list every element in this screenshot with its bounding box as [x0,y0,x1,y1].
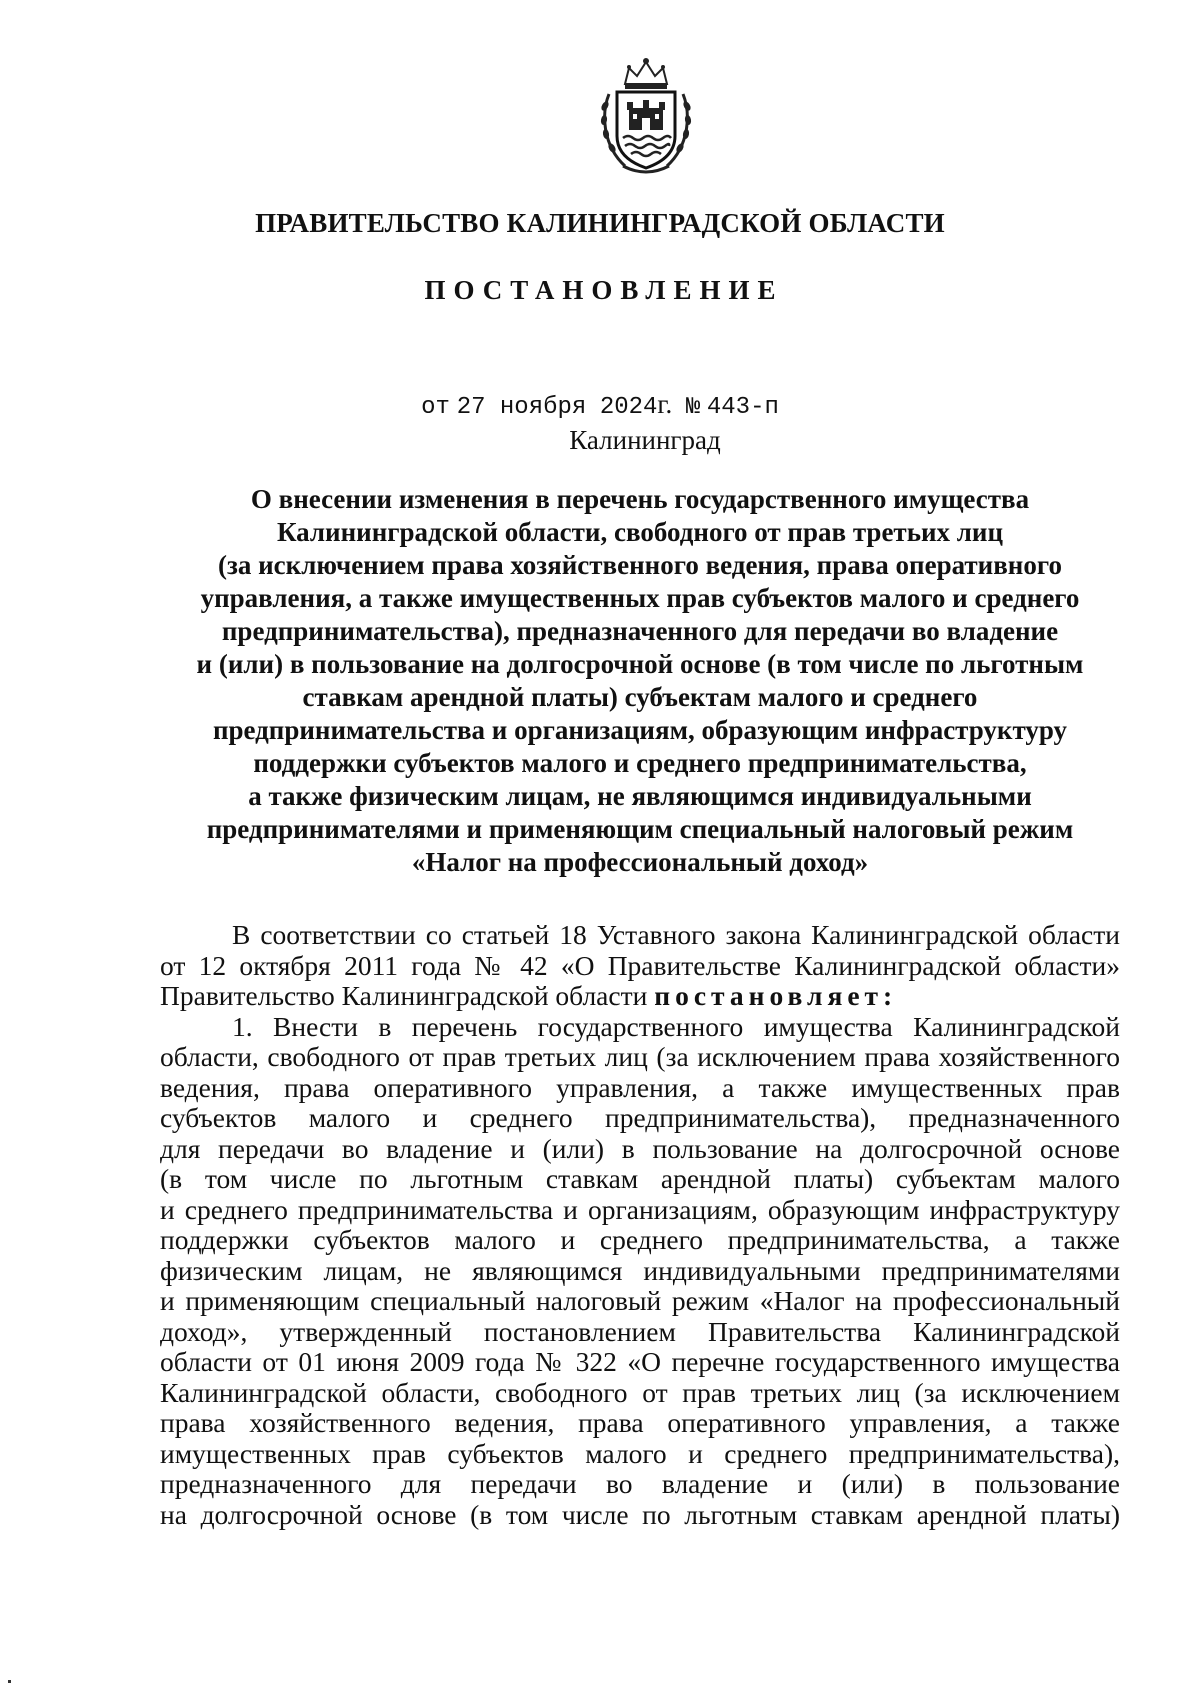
title-line: «Налог на профессиональный доход» [411,847,869,877]
item-1-line: и среднего предпринимательства и организациям, образующим инфраструктуру [160,1193,1120,1225]
document-date: 27 ноября [456,394,587,421]
preamble-line [160,981,1120,1012]
preamble-line: В соответствии со статьей 18 Уставного закона Калининградской области [232,919,1120,950]
item-1-line: физическим лицам, не являющимся индивидуальными предпринимателями [160,1254,1120,1286]
coat-of-arms-icon [595,54,697,178]
item-1-line: на долгосрочной основе (в том числе по льготным ставкам арендной платы) [160,1498,1120,1530]
date-prefix: от [421,394,450,421]
title-line: и (или) в пользование на долгосрочной основе (в том числе по льготным [196,649,1084,679]
organization-title: ПРАВИТЕЛЬСТВО КАЛИНИНГРАДСКОЙ ОБЛАСТИ [255,208,945,238]
title-line: предпринимательства и организациям, образующим инфраструктуру [212,715,1068,745]
item-1-line: предназначенного для передачи во владение и (или) в пользование [160,1468,1120,1499]
item-1-line: и применяющим специальный налоговый режим «Налог на профессиональный [160,1285,1120,1316]
item-1-line: субъектов малого и среднего предпринимательства), предназначенного [160,1102,1120,1133]
document-type-title: ПОСТАНОВЛЕНИЕ [424,275,784,305]
item-1-line: для передачи во владение и (или) в пользование на долгосрочной основе [160,1132,1120,1164]
document-year: 2024 [599,394,658,421]
item-1-line: ведения, права оперативного управления, а также имущественных прав [160,1071,1120,1103]
document-city: Калининград [569,425,721,455]
document-subject-title [160,483,1120,879]
preamble-last-text: Правительство Калининградской области [160,980,648,1011]
item-1-line: области от 01 июня 2009 года № 322 «О перечне государственного имущества [160,1346,1120,1377]
document-number: 443-п [706,394,779,421]
title-line: О внесении изменения в перечень государственного имущества [250,484,1030,514]
scan-speck [8,1680,11,1683]
title-line: предпринимателями и применяющим специальный налоговый режим [206,814,1074,844]
decree-word: постановляет: [654,980,898,1011]
document-body [160,920,1120,1530]
title-line: ставкам арендной платы) субъектам малого и среднего [302,682,978,712]
preamble-line: от 12 октября 2011 года № 42 «О Правительстве Калининградской области» [160,949,1120,981]
item-1-line: (в том числе по льготным ставкам арендной платы) субъектам малого [160,1163,1120,1194]
title-line: Калининградской области, свободного от прав третьих лиц [276,517,1004,547]
title-line: а также физическим лицам, не являющимся индивидуальными [248,781,1032,811]
title-line: предпринимательства), предназначенного для передачи во владение [221,616,1059,646]
title-line: управления, а также имущественных прав субъектов малого и среднего [200,583,1080,613]
title-line: поддержки субъектов малого и среднего предпринимательства, [253,748,1027,778]
item-1-line: права хозяйственного ведения, права оперативного управления, а также [160,1407,1120,1438]
title-line: (за исключением права хозяйственного ведения, права оперативного [218,550,1062,580]
number-sign: № [685,394,701,421]
year-suffix: г. [657,389,673,419]
document-dateline [0,389,1200,421]
item-1-line: имущественных прав субъектов малого и среднего предпринимательства), [160,1437,1120,1469]
item-1-line: Калининградской области, свободного от прав третьих лиц (за исключением [160,1376,1120,1408]
item-1-line: доход», утвержденный постановлением Правительства Калининградской [160,1315,1120,1347]
item-1-line: 1. Внести в перечень государственного имущества Калининградской [232,1010,1120,1042]
item-1-line: поддержки субъектов малого и среднего предпринимательства, а также [160,1224,1120,1255]
item-1-line: области, свободного от прав третьих лиц (за исключением права хозяйственного [160,1041,1120,1072]
